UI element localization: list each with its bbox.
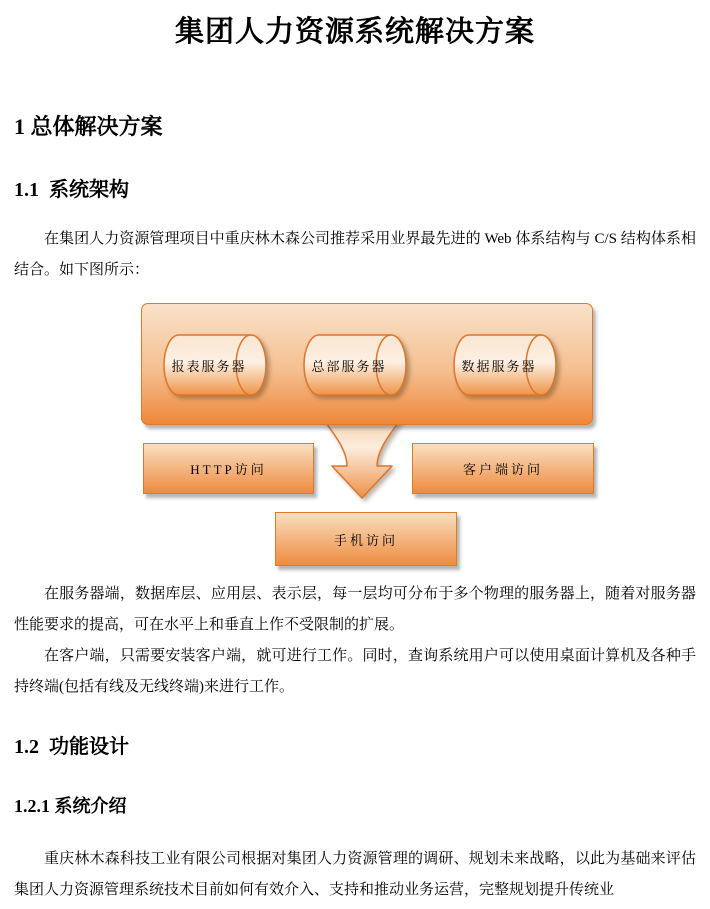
mobile-access-label: 手机访问 bbox=[333, 532, 398, 548]
paragraph-client-side: 在客户端，只需要安装客户端，就可进行工作。同时，查询系统用户可以使用桌面计算机及各种手持终端(包括有线及无线终端)来进行工作。 bbox=[14, 648, 696, 695]
architecture-diagram bbox=[14, 295, 696, 575]
cylinder-hq-server-label: 总部服务器 bbox=[311, 358, 387, 374]
paragraph-intro: 在集团人力资源管理项目中重庆林木森公司推荐采用业界最先进的 Web 体系结构与 C/S 结构体系相结合。如下图所示： bbox=[14, 231, 696, 278]
client-access-box bbox=[412, 443, 594, 494]
heading-function-design: 1.2 功能设计 bbox=[14, 736, 129, 758]
cylinder-report-server-label: 报表服务器 bbox=[171, 358, 247, 374]
cylinder-hq-server bbox=[302, 333, 408, 397]
heading-overall-solution: 1 总体解决方案 bbox=[14, 114, 163, 139]
heading-system-introduction: 1.2.1 系统介绍 bbox=[14, 796, 127, 816]
http-access-label: HTTP访问 bbox=[190, 462, 267, 477]
mobile-access-box bbox=[275, 512, 457, 566]
http-access-box bbox=[143, 443, 314, 494]
cylinder-data-server bbox=[452, 333, 558, 397]
paragraph-company: 重庆林木森科技工业有限公司根据对集团人力资源管理的调研、规划未来战略，以此为基础来评估集团人力资源管理系统技术目前如何有效介入、支持和推动业务运营，完整规划提升传统业 bbox=[14, 851, 696, 898]
heading-system-architecture: 1.1 系统架构 bbox=[14, 179, 129, 201]
down-arrow-shape bbox=[318, 413, 406, 500]
paragraph-server-side: 在服务器端，数据库层、应用层、表示层，每一层均可分布于多个物理的服务器上，随着对服务器性能要求的提高，可在水平上和垂直上作不受限制的扩展。 bbox=[14, 586, 696, 633]
client-access-label: 客户端访问 bbox=[462, 462, 543, 477]
cylinder-report-server bbox=[162, 333, 268, 397]
cylinder-data-server-label: 数据服务器 bbox=[461, 358, 537, 374]
document-title: 集团人力资源系统解决方案 bbox=[174, 16, 535, 48]
